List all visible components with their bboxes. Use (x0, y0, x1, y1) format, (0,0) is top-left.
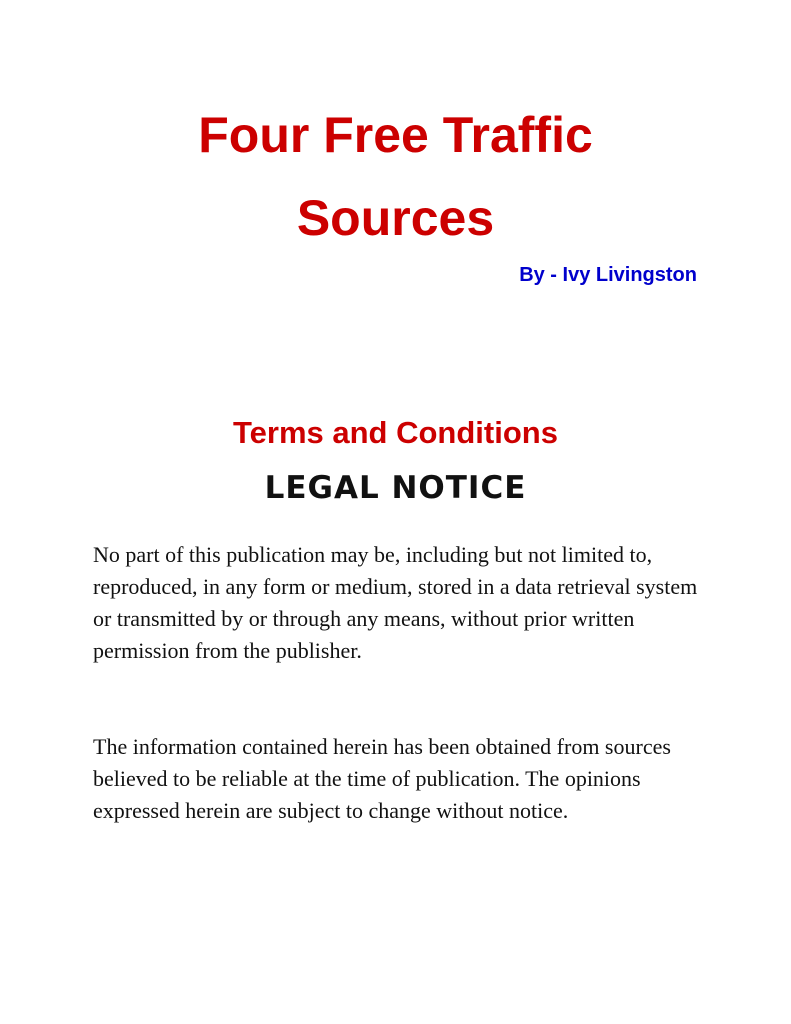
legal-notice-heading: LEGAL NOTICE (264, 470, 527, 506)
author-byline: By - Ivy Livingston (519, 264, 697, 286)
terms-heading: Terms and Conditions (233, 415, 558, 450)
legal-paragraph-2: The information contained herein has been obtained from sources believed to be reliable at the time of publication. The opinions expressed herein are subject to change without notice. (93, 734, 671, 823)
legal-paragraph-1: No part of this publication may be, including but not limited to, reproduced, in any form or medium, stored in a data retrieval system or transmitted by or through any means, without prior written permission from the publisher. (93, 542, 698, 663)
document-title-line-1: Four Free Traffic (198, 107, 593, 163)
document-title-line-2: Sources (296, 190, 495, 246)
